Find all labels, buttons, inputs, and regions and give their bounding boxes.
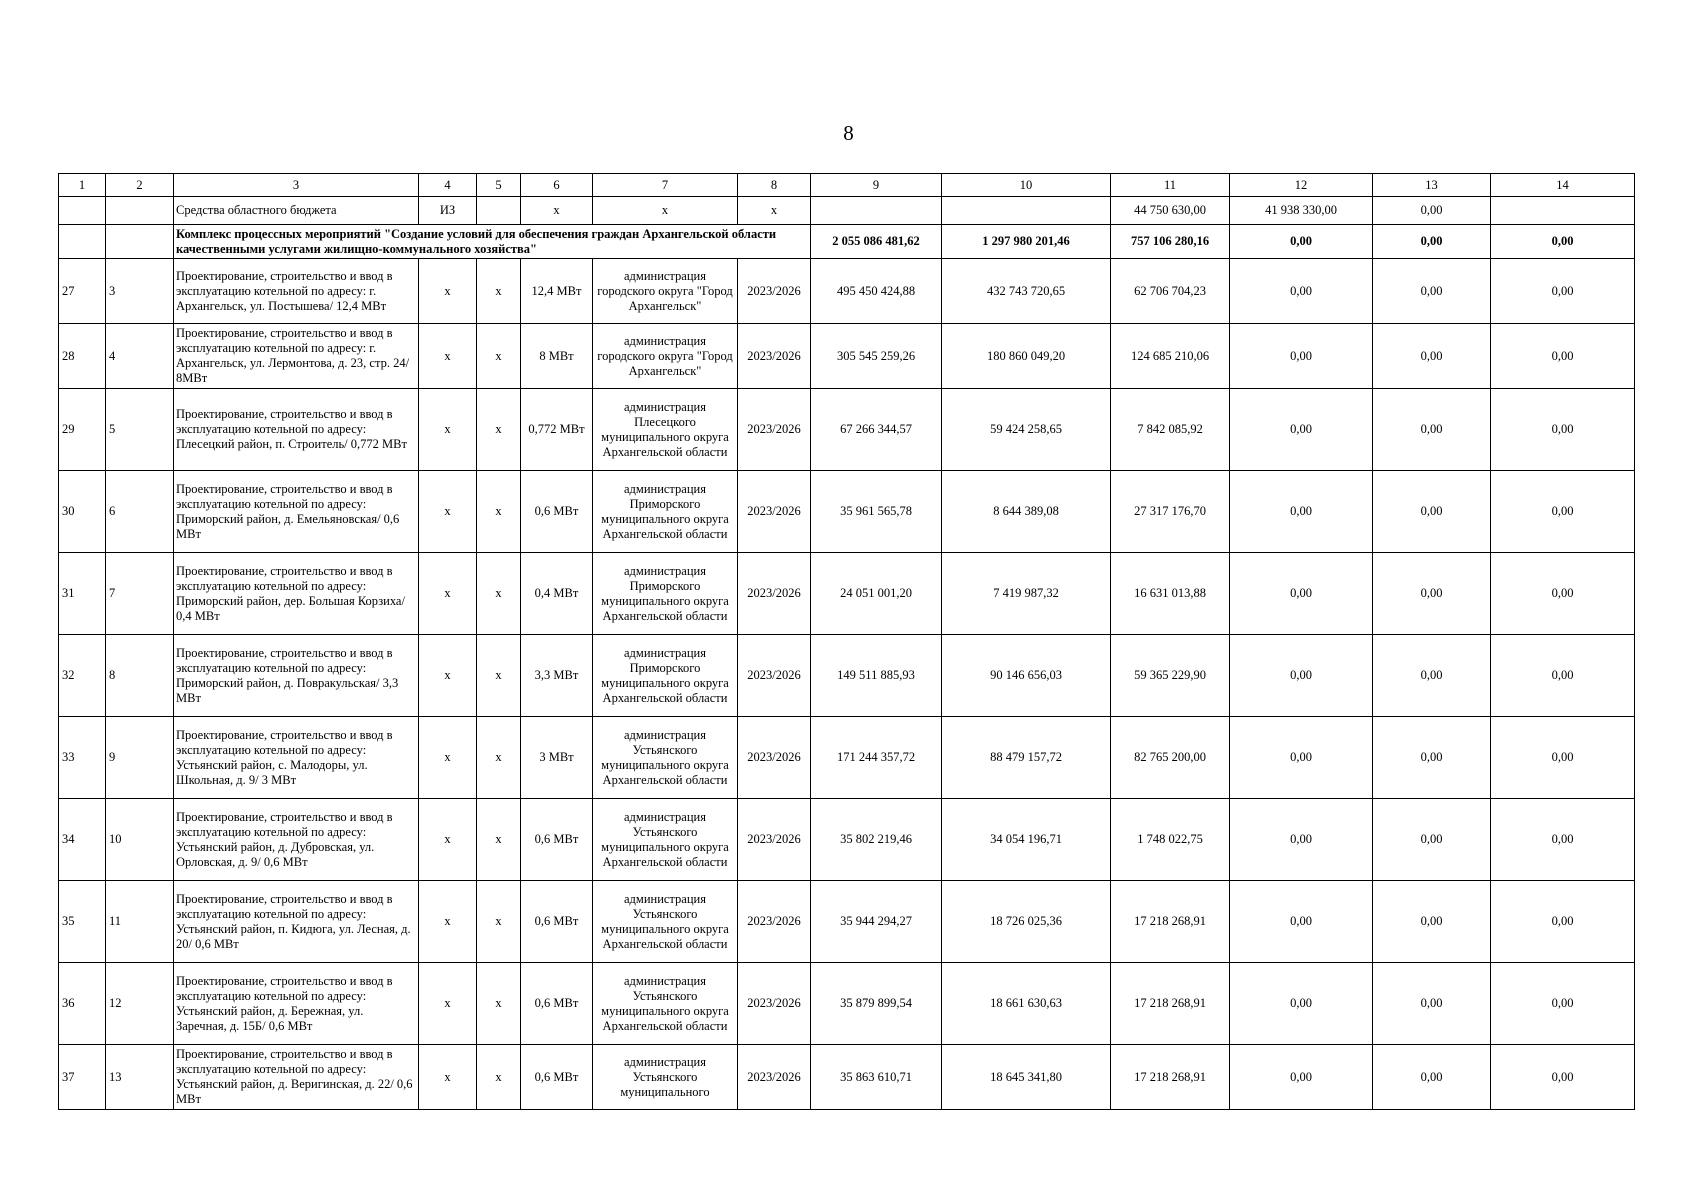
table-cell: 2023/2026 (738, 963, 811, 1045)
table-cell: 0,00 (1373, 717, 1491, 799)
table-cell: администрация городского округа "Город Архангельск" (593, 259, 738, 324)
column-header: 5 (477, 174, 521, 197)
table-cell: x (477, 717, 521, 799)
table-cell: 2023/2026 (738, 881, 811, 963)
table-cell (942, 197, 1111, 225)
table-cell: 67 266 344,57 (811, 389, 942, 471)
table-cell: 0,00 (1491, 471, 1635, 553)
table-cell: администрация Плесецкого муниципального округа Архангельской области (593, 389, 738, 471)
column-header: 1 (59, 174, 106, 197)
table-cell: 17 218 268,91 (1111, 963, 1230, 1045)
table-cell (106, 197, 174, 225)
table-cell: 0,00 (1230, 225, 1373, 259)
table-cell: 0,00 (1491, 963, 1635, 1045)
column-header: 3 (174, 174, 419, 197)
table-cell: 0,00 (1491, 635, 1635, 717)
table-cell: 28 (59, 324, 106, 389)
table-cell: 2023/2026 (738, 259, 811, 324)
table-cell: администрация Приморского муниципального округа Архангельской области (593, 471, 738, 553)
table-cell: Проектирование, строительство и ввод в эксплуатацию котельной по адресу: Устьянский район, с. Малодоры, ул. Школьная, д. 9/ 3 МВт (174, 717, 419, 799)
table-cell: x (477, 963, 521, 1045)
table-cell: 34 054 196,71 (942, 799, 1111, 881)
table-cell: 44 750 630,00 (1111, 197, 1230, 225)
table-cell: 305 545 259,26 (811, 324, 942, 389)
table-cell: x (419, 1045, 477, 1110)
column-header: 8 (738, 174, 811, 197)
table-cell: 32 (59, 635, 106, 717)
table-cell: Проектирование, строительство и ввод в эксплуатацию котельной по адресу: г. Архангельск, ул. Лермонтова, д. 23, стр. 24/ 8МВт (174, 324, 419, 389)
table-cell: x (419, 471, 477, 553)
table-cell: x (477, 635, 521, 717)
table-row (59, 324, 1635, 389)
table-cell: x (477, 471, 521, 553)
table-cell: 0,6 МВт (521, 963, 593, 1045)
table-cell: 0,00 (1491, 553, 1635, 635)
table-row (59, 717, 1635, 799)
table-cell: 0,00 (1230, 717, 1373, 799)
table-cell: x (419, 389, 477, 471)
table-cell: 0,00 (1373, 197, 1491, 225)
table-cell: 13 (106, 1045, 174, 1110)
table-cell: 17 218 268,91 (1111, 1045, 1230, 1110)
table-cell: 35 863 610,71 (811, 1045, 942, 1110)
table-cell: администрация Устьянского муниципального округа Архангельской области (593, 799, 738, 881)
table-cell: 0,00 (1373, 259, 1491, 324)
table-cell: x (477, 1045, 521, 1110)
table-cell: 0,00 (1230, 553, 1373, 635)
table-cell: x (477, 324, 521, 389)
column-header: 13 (1373, 174, 1491, 197)
table-cell: 35 944 294,27 (811, 881, 942, 963)
table-cell: администрация Приморского муниципального округа Архангельской области (593, 635, 738, 717)
table-cell: 18 645 341,80 (942, 1045, 1111, 1110)
table-cell: 0,00 (1491, 717, 1635, 799)
table-cell: 90 146 656,03 (942, 635, 1111, 717)
column-header: 14 (1491, 174, 1635, 197)
table-cell: 35 (59, 881, 106, 963)
table-cell: 2023/2026 (738, 324, 811, 389)
column-header: 9 (811, 174, 942, 197)
table-cell: 2 055 086 481,62 (811, 225, 942, 259)
table-cell: 16 631 013,88 (1111, 553, 1230, 635)
table-cell: 432 743 720,65 (942, 259, 1111, 324)
table-cell (811, 197, 942, 225)
table-cell: 0,00 (1230, 389, 1373, 471)
table-cell: 33 (59, 717, 106, 799)
complex-title: Комплекс процессных мероприятий "Создание условий для обеспечения граждан Архангельской области качественными услугами жилищно-коммунального хозяйства" (174, 225, 811, 259)
table-cell (106, 225, 174, 259)
table-cell: 59 365 229,90 (1111, 635, 1230, 717)
table-cell: x (477, 799, 521, 881)
table-cell: 4 (106, 324, 174, 389)
table-cell: 180 860 049,20 (942, 324, 1111, 389)
table-cell: администрация городского округа "Город Архангельск" (593, 324, 738, 389)
table-cell: администрация Приморского муниципального округа Архангельской области (593, 553, 738, 635)
table-cell: 0,00 (1491, 799, 1635, 881)
page-number: 8 (843, 121, 854, 145)
table-cell: администрация Устьянского муниципального округа Архангельской области (593, 881, 738, 963)
table-cell: 0,6 МВт (521, 471, 593, 553)
table-cell: 36 (59, 963, 106, 1045)
table-cell: 0,4 МВт (521, 553, 593, 635)
table-cell: 0,00 (1230, 324, 1373, 389)
table-cell: 2023/2026 (738, 635, 811, 717)
table-row (59, 389, 1635, 471)
table-cell: 7 (106, 553, 174, 635)
column-header: 10 (942, 174, 1111, 197)
table-cell: 3 (106, 259, 174, 324)
table-cell: 27 (59, 259, 106, 324)
table-cell: x (419, 963, 477, 1045)
table-cell: 82 765 200,00 (1111, 717, 1230, 799)
table-cell: администрация Устьянского муниципального (593, 1045, 738, 1110)
table-cell: 0,00 (1373, 553, 1491, 635)
table-cell: 18 726 025,36 (942, 881, 1111, 963)
table-cell: x (419, 799, 477, 881)
table-cell: 88 479 157,72 (942, 717, 1111, 799)
table-cell: 37 (59, 1045, 106, 1110)
table-cell: 34 (59, 799, 106, 881)
table-cell: 149 511 885,93 (811, 635, 942, 717)
table-cell: x (419, 553, 477, 635)
table-cell: 3,3 МВт (521, 635, 593, 717)
column-header: 11 (1111, 174, 1230, 197)
table-cell: 8 МВт (521, 324, 593, 389)
column-header: 4 (419, 174, 477, 197)
column-header: 7 (593, 174, 738, 197)
table-cell: x (521, 197, 593, 225)
table-cell: 0,00 (1230, 1045, 1373, 1110)
table-cell: x (477, 259, 521, 324)
table-cell (1491, 197, 1635, 225)
table-cell: 0,00 (1491, 881, 1635, 963)
table-cell: 0,00 (1230, 963, 1373, 1045)
table-cell: 0,6 МВт (521, 1045, 593, 1110)
table-cell (59, 225, 106, 259)
table-cell: 8 644 389,08 (942, 471, 1111, 553)
table-cell: x (419, 259, 477, 324)
table-row (59, 963, 1635, 1045)
table-cell: 2023/2026 (738, 553, 811, 635)
table-cell: x (477, 881, 521, 963)
table-cell: 2023/2026 (738, 1045, 811, 1110)
table-cell: 0,00 (1373, 963, 1491, 1045)
table-row (59, 471, 1635, 553)
table-cell: 35 961 565,78 (811, 471, 942, 553)
table-cell: 7 842 085,92 (1111, 389, 1230, 471)
table-cell: ИЗ (419, 197, 477, 225)
table-cell: Проектирование, строительство и ввод в эксплуатацию котельной по адресу: Устьянский район, д. Веригинская, д. 22/ 0,6 МВт (174, 1045, 419, 1110)
table-cell: x (419, 635, 477, 717)
table-cell: 0,6 МВт (521, 881, 593, 963)
table-cell: 30 (59, 471, 106, 553)
table-cell: Проектирование, строительство и ввод в эксплуатацию котельной по адресу: Приморский район, д. Повракульская/ 3,3 МВт (174, 635, 419, 717)
table-cell: Проектирование, строительство и ввод в эксплуатацию котельной по адресу: Устьянский район, д. Бережная, ул. Заречная, д. 15Б/ 0,6 МВт (174, 963, 419, 1045)
table-cell: 757 106 280,16 (1111, 225, 1230, 259)
table-cell: 0,6 МВт (521, 799, 593, 881)
table-cell: 2023/2026 (738, 717, 811, 799)
table-cell: 495 450 424,88 (811, 259, 942, 324)
funding-source-row (59, 197, 1635, 225)
table-cell: x (477, 389, 521, 471)
table-cell: 0,772 МВт (521, 389, 593, 471)
table-cell: 0,00 (1373, 225, 1491, 259)
table-cell: 0,00 (1491, 225, 1635, 259)
table-cell: 35 879 899,54 (811, 963, 942, 1045)
table-cell: 0,00 (1491, 324, 1635, 389)
table-cell: 27 317 176,70 (1111, 471, 1230, 553)
column-header: 6 (521, 174, 593, 197)
table-cell: 5 (106, 389, 174, 471)
table-cell: 2023/2026 (738, 799, 811, 881)
budget-table (58, 173, 1635, 1110)
table-cell: 9 (106, 717, 174, 799)
table-cell: 0,00 (1230, 881, 1373, 963)
table-cell: 0,00 (1373, 471, 1491, 553)
table-cell: 11 (106, 881, 174, 963)
table-cell: 24 051 001,20 (811, 553, 942, 635)
table-cell: 2023/2026 (738, 389, 811, 471)
table-cell: 1 748 022,75 (1111, 799, 1230, 881)
table-cell: x (477, 553, 521, 635)
table-cell: 0,00 (1373, 1045, 1491, 1110)
table-cell: 18 661 630,63 (942, 963, 1111, 1045)
column-number-row (59, 174, 1635, 197)
table-cell: 0,00 (1230, 471, 1373, 553)
table-cell (477, 197, 521, 225)
table-cell: 0,00 (1230, 259, 1373, 324)
table-cell: 12,4 МВт (521, 259, 593, 324)
table-cell: 0,00 (1230, 635, 1373, 717)
table-cell: 0,00 (1373, 881, 1491, 963)
table-cell: 31 (59, 553, 106, 635)
table-cell: 29 (59, 389, 106, 471)
table-cell: Проектирование, строительство и ввод в эксплуатацию котельной по адресу: Устьянский район, д. Дубровская, ул. Орловская, д. 9/ 0,6 МВт (174, 799, 419, 881)
funding-source-label: Средства областного бюджета (174, 197, 419, 225)
table-cell: 124 685 210,06 (1111, 324, 1230, 389)
table-cell: x (593, 197, 738, 225)
table-cell: 0,00 (1373, 389, 1491, 471)
table-cell: 8 (106, 635, 174, 717)
table-cell: 0,00 (1491, 389, 1635, 471)
table-cell: администрация Устьянского муниципального округа Архангельской области (593, 963, 738, 1045)
table-row (59, 259, 1635, 324)
table-cell: 0,00 (1491, 1045, 1635, 1110)
table-cell: 0,00 (1491, 259, 1635, 324)
column-header: 2 (106, 174, 174, 197)
table-row (59, 635, 1635, 717)
table-cell: 6 (106, 471, 174, 553)
complex-summary-row (59, 225, 1635, 259)
table-cell: 1 297 980 201,46 (942, 225, 1111, 259)
table-cell: 0,00 (1373, 635, 1491, 717)
table-cell: Проектирование, строительство и ввод в эксплуатацию котельной по адресу: Приморский район, дер. Большая Корзиха/ 0,4 МВт (174, 553, 419, 635)
table-cell: 17 218 268,91 (1111, 881, 1230, 963)
table-cell (59, 197, 106, 225)
table-cell: 0,00 (1230, 799, 1373, 881)
table-cell: 35 802 219,46 (811, 799, 942, 881)
table-cell: 3 МВт (521, 717, 593, 799)
table-cell: x (738, 197, 811, 225)
table-cell: Проектирование, строительство и ввод в эксплуатацию котельной по адресу: Плесецкий район, п. Строитель/ 0,772 МВт (174, 389, 419, 471)
table-cell: x (419, 881, 477, 963)
table-cell: 59 424 258,65 (942, 389, 1111, 471)
table-cell: 171 244 357,72 (811, 717, 942, 799)
table-cell: x (419, 324, 477, 389)
table-cell: 7 419 987,32 (942, 553, 1111, 635)
table-cell: x (419, 717, 477, 799)
table-cell: администрация Устьянского муниципального округа Архангельской области (593, 717, 738, 799)
table-cell: 0,00 (1373, 324, 1491, 389)
table-cell: 62 706 704,23 (1111, 259, 1230, 324)
table-cell: 0,00 (1373, 799, 1491, 881)
table-row (59, 799, 1635, 881)
table-cell: 10 (106, 799, 174, 881)
table-cell: Проектирование, строительство и ввод в эксплуатацию котельной по адресу: Приморский район, д. Емельяновская/ 0,6 МВт (174, 471, 419, 553)
column-header: 12 (1230, 174, 1373, 197)
table-cell: 41 938 330,00 (1230, 197, 1373, 225)
table-cell: 12 (106, 963, 174, 1045)
table-cell: Проектирование, строительство и ввод в эксплуатацию котельной по адресу: г. Архангельск, ул. Постышева/ 12,4 МВт (174, 259, 419, 324)
table-row (59, 553, 1635, 635)
table-row (59, 881, 1635, 963)
table-cell: 2023/2026 (738, 471, 811, 553)
table-row (59, 1045, 1635, 1110)
table-cell: Проектирование, строительство и ввод в эксплуатацию котельной по адресу: Устьянский район, п. Кидюга, ул. Лесная, д. 20/ 0,6 МВт (174, 881, 419, 963)
